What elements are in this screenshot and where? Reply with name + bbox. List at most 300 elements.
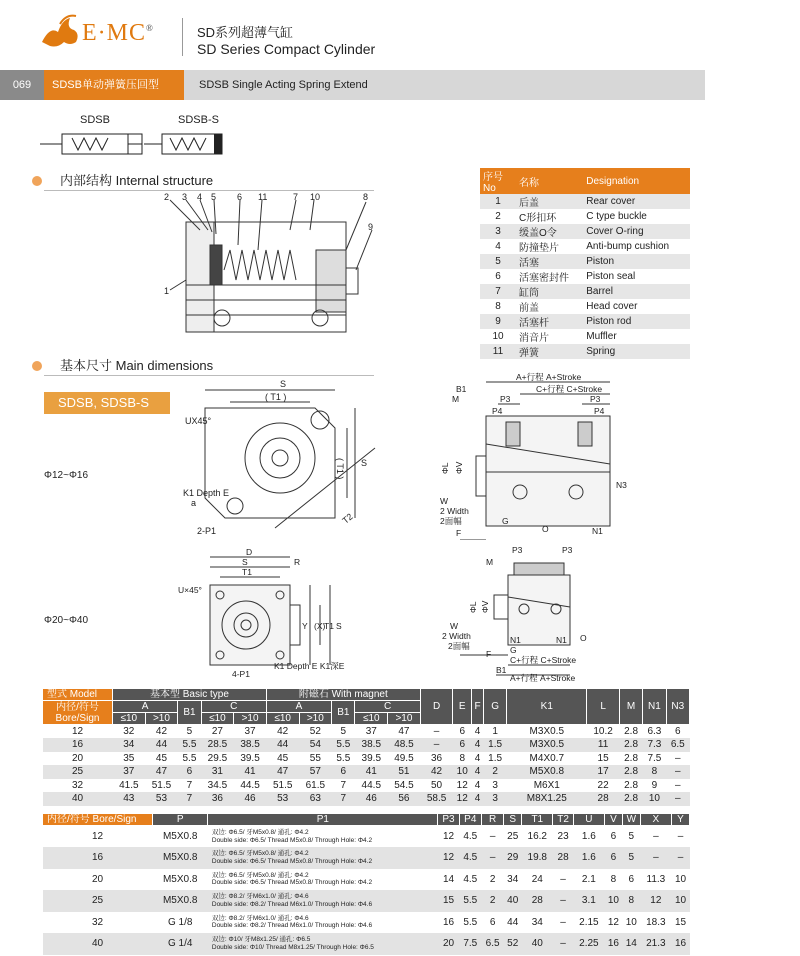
parts-cell-cn: 缓盖O令 <box>516 224 583 239</box>
main-dimensions-heading: 基本尺寸 Main dimensions <box>0 357 300 375</box>
table-cell: 42 <box>277 726 289 737</box>
parts-row <box>480 194 690 209</box>
parts-cell-cn: 活塞 <box>516 254 583 269</box>
parts-cell-en: C type buckle <box>586 211 647 222</box>
table-cell: 5.5 <box>336 752 351 764</box>
table-cell: 10 <box>625 916 637 928</box>
dim-p3: P3 <box>500 394 511 404</box>
dim-p4: P4 <box>492 406 503 416</box>
dimensions-table-2 <box>42 813 690 955</box>
parts-cell-en: Piston rod <box>583 314 690 329</box>
table-cell: 52 <box>309 726 321 737</box>
heading-underline <box>44 375 374 376</box>
dim-c-stroke-large: C+行程 C+Stroke <box>510 655 577 665</box>
table-cell: 36 <box>431 752 443 764</box>
dim-s: S <box>280 379 287 389</box>
table-cell: 22 <box>597 779 609 791</box>
table-cell: 51 <box>388 765 421 779</box>
table-cell: 39.5 <box>361 752 382 764</box>
table-cell: 38.5 <box>355 738 388 752</box>
table-cell: – <box>674 752 681 764</box>
table-cell: 63 <box>299 792 332 806</box>
table-cell: 41.5 <box>119 779 139 791</box>
table-row <box>43 752 690 766</box>
table2-header: T2 <box>553 814 573 826</box>
symbol-sdsb-label: SDSB <box>80 114 110 126</box>
dim-4p1: 4-P1 <box>232 669 250 679</box>
table-cell: 47 <box>398 726 410 737</box>
p1-cn: 双边: Φ6.5/ 牙M5x0.8/ 通孔: Φ4.2 <box>211 850 309 858</box>
table-row <box>43 826 690 848</box>
table-cell: 47 <box>145 765 178 779</box>
table2-header: S <box>504 814 522 826</box>
parts-row <box>480 239 690 254</box>
bore-cell: 20 <box>91 873 104 885</box>
table-cell: 1.6 <box>573 847 604 869</box>
parts-cell-cn: 消音片 <box>519 333 549 344</box>
internal-structure-heading: 内部结构 Internal structure <box>0 172 300 190</box>
front-view-small-drawing <box>175 378 395 538</box>
table-cell: 34.5 <box>207 779 228 791</box>
table-row <box>43 779 690 793</box>
parts-header-en: Designation <box>583 168 690 194</box>
dim-p3-right: P3 <box>590 394 601 404</box>
table-cell: 6 <box>605 847 623 869</box>
table-cell: 4 <box>472 765 484 779</box>
parts-row <box>480 224 690 239</box>
table-cell: 14 <box>442 873 455 885</box>
sub-le10: ≤10 <box>266 713 299 725</box>
table-cell: 54.5 <box>394 779 414 791</box>
table-cell: 15 <box>674 916 687 928</box>
callout-8: 8 <box>363 192 369 202</box>
table-cell: 49.5 <box>394 752 414 764</box>
table-cell: 6 <box>453 738 472 752</box>
table-cell: 1 <box>492 726 498 737</box>
table-cell: 40 <box>504 890 522 912</box>
parts-cell-no: 2 <box>495 211 501 222</box>
parts-cell-en: Muffler <box>586 331 617 342</box>
dim-x: (X) <box>314 621 326 631</box>
table-cell: 32 <box>123 726 135 737</box>
table-cell: 8 <box>622 890 640 912</box>
dim-ux45: UX45° <box>185 416 212 426</box>
table-row <box>43 890 690 912</box>
dim-s-large-v: S <box>336 621 342 631</box>
dim-r: R <box>294 557 301 567</box>
side-view-small-drawing <box>440 372 640 540</box>
table-cell: 2.25 <box>573 933 604 955</box>
dim-width-large-cn: 2面幅 <box>448 641 470 651</box>
p1-cn: 双边: Φ6.5/ 牙M5x0.8/ 通孔: Φ4.2 <box>211 829 309 836</box>
sub-gt10: >10 <box>388 713 421 725</box>
table-cell: 25 <box>507 831 519 842</box>
table-cell: 14 <box>622 933 640 955</box>
col-n3: N3 <box>666 689 689 725</box>
dim-o-large: O <box>580 633 587 643</box>
table-cell: 11.3 <box>646 873 666 885</box>
table2-header: P3 <box>438 814 459 826</box>
table2-header: P4 <box>459 814 481 826</box>
table-cell: 41 <box>355 765 388 779</box>
table-cell: 5.5 <box>332 738 355 752</box>
table-cell: 6 <box>489 916 496 928</box>
table-cell: 38.5 <box>234 738 267 752</box>
p1-en: Double side: Φ8.2/ Thread M6x1.0/ Through Hole: Φ4.6 <box>211 900 373 908</box>
dim-phiv-large: ΦV <box>480 600 490 613</box>
dim-m: M <box>452 394 460 404</box>
table-cell: 23 <box>557 831 569 842</box>
table-cell: 19.8 <box>522 847 553 869</box>
table-cell: 2 <box>483 765 506 779</box>
table-cell: 44 <box>145 738 178 752</box>
table-cell: 1.5 <box>488 752 503 764</box>
sub-le10: ≤10 <box>201 713 234 725</box>
table-cell: 45 <box>155 752 168 764</box>
table-cell: 42 <box>420 765 453 779</box>
table-cell: 16 <box>43 738 113 752</box>
table-cell: 4 <box>474 752 481 764</box>
col-f: F <box>472 689 484 725</box>
title-en: SD Series Compact Cylinder <box>197 41 376 57</box>
table-row <box>43 933 690 955</box>
table-cell: 40 <box>522 933 553 955</box>
table-cell: 46 <box>234 792 267 806</box>
table-cell: 52 <box>504 933 522 955</box>
parts-row <box>480 254 690 269</box>
callout-7: 7 <box>293 192 299 202</box>
table-cell: 28 <box>553 847 573 869</box>
table-row <box>43 847 690 869</box>
table-cell: 57 <box>299 765 332 779</box>
callout-9: 9 <box>368 222 374 232</box>
table-cell: 1.6 <box>581 831 596 842</box>
table-cell: 8 <box>643 765 666 779</box>
dim-n3: N3 <box>616 480 627 490</box>
table-cell: 10 <box>672 890 690 912</box>
table-cell: 2.1 <box>581 873 596 885</box>
dim-2p1: 2-P1 <box>197 526 217 536</box>
dim-n1-large: N1 <box>510 635 521 645</box>
p1-cn: 双边: Φ8.2/ 牙M6x1.0/ 通孔: Φ4.6 <box>211 893 309 901</box>
table-cell: 6.5 <box>481 933 503 955</box>
dim-w: W <box>440 496 449 506</box>
parts-cell-cn: 后盖 <box>516 194 583 209</box>
table-cell: – <box>560 916 566 928</box>
p-cell: M5X0.8 <box>153 847 208 869</box>
parts-cell-no: 10 <box>492 331 504 342</box>
table-cell: 53 <box>145 792 178 806</box>
p-cell: M5X0.8 <box>162 831 198 842</box>
table-cell: 2.8 <box>624 726 639 737</box>
table-cell: 35 <box>123 752 135 764</box>
table-cell: 12 <box>607 916 619 928</box>
table-cell: 44.5 <box>240 779 260 791</box>
table-cell: 29.5 <box>207 752 228 764</box>
table-cell: 16 <box>672 933 690 955</box>
parts-cell-no: 7 <box>480 284 516 299</box>
p1-en: Double side: Φ6.5/ Thread M5x0.8/ Through Hole: Φ4.2 <box>211 857 373 865</box>
dim-p3-large: P3 <box>512 545 523 555</box>
table-cell: 3.1 <box>573 890 604 912</box>
sub-gt10: >10 <box>234 713 267 725</box>
table-cell: 2.8 <box>619 738 642 752</box>
parts-cell-no: 3 <box>480 224 516 239</box>
table2-header: 内径/符号 Bore/Sign <box>43 814 153 826</box>
table2-header: U <box>573 814 604 826</box>
table-cell: 28 <box>587 792 620 806</box>
table-cell: 2 <box>481 890 503 912</box>
dimensions-table-1 <box>42 688 690 806</box>
table-cell: 10 <box>674 873 687 885</box>
table-cell: 42 <box>155 726 168 737</box>
table-cell: 17 <box>587 765 620 779</box>
table-cell: 1.5 <box>483 738 506 752</box>
table-cell: 6 <box>610 831 617 842</box>
table-cell: 16 <box>605 933 623 955</box>
section-title-cn: SDSB单动弹簧压回型 <box>44 70 184 100</box>
dim-s-vertical: S <box>361 458 368 468</box>
parts-cell-no: 4 <box>495 241 501 252</box>
table-cell: 28 <box>522 890 553 912</box>
dim-b1: B1 <box>456 384 467 394</box>
table-cell: 56 <box>388 792 421 806</box>
table-cell: – <box>674 779 681 791</box>
parts-table <box>480 168 690 359</box>
table-cell: 7 <box>340 779 347 791</box>
table-cell: 6.5 <box>666 738 689 752</box>
callout-6: 6 <box>237 192 243 202</box>
table-cell: 29 <box>504 847 522 869</box>
table-cell: 5.5 <box>463 916 478 928</box>
table-cell: 2 <box>489 873 496 885</box>
dim-a-stroke: A+行程 A+Stroke <box>516 372 582 382</box>
table-cell: 18.3 <box>646 916 666 928</box>
table-cell: 53 <box>266 792 299 806</box>
dim-t1: ( T1 ) <box>265 392 287 402</box>
table-cell: 34 <box>113 738 146 752</box>
table-cell: 12 <box>442 831 455 842</box>
parts-row <box>480 284 690 299</box>
parts-cell-en: Rear cover <box>583 194 690 209</box>
col-l: L <box>587 689 620 725</box>
dim-c-stroke: C+行程 C+Stroke <box>536 384 603 394</box>
dim-t1-large: T1 <box>242 567 252 577</box>
table-cell: 24 <box>531 873 543 885</box>
parts-row <box>480 269 690 284</box>
table-row <box>43 912 690 934</box>
col-c-magnet: C <box>355 701 420 713</box>
callout-4: 4 <box>197 192 203 202</box>
basic-type-header: 基本型 Basic type <box>113 689 267 701</box>
table-cell: 45 <box>277 752 289 764</box>
table-cell: 6.3 <box>647 726 662 737</box>
table-row <box>43 869 690 891</box>
sub-gt10: >10 <box>145 713 178 725</box>
table-cell: – <box>481 847 503 869</box>
table-cell: – <box>420 738 453 752</box>
parts-cell-no: 9 <box>480 314 516 329</box>
dim-t1-large-v: T1 <box>324 621 334 631</box>
table-cell: 20 <box>438 933 459 955</box>
parts-cell-no: 11 <box>480 344 516 359</box>
bore-cell: 25 <box>43 890 153 912</box>
table-cell: 2.8 <box>619 765 642 779</box>
table-cell: 5 <box>340 726 347 737</box>
table-cell: 16 <box>442 916 455 928</box>
table-cell: 7.3 <box>643 738 666 752</box>
table-cell: 12 <box>640 890 671 912</box>
table2-header: W <box>622 814 640 826</box>
table-cell: 5.5 <box>178 738 201 752</box>
callout-2: 2 <box>164 192 170 202</box>
table-row <box>43 792 690 806</box>
p1-cell <box>208 869 438 891</box>
p1-en: Double side: Φ6.5/ Thread M5x0.8/ Through Hole: Φ4.2 <box>211 836 373 844</box>
col-c-basic: C <box>201 701 266 713</box>
table-cell: 3 <box>492 779 498 791</box>
front-view-large-drawing <box>170 545 370 680</box>
table-cell: 12 <box>438 847 459 869</box>
table-cell: 37 <box>113 765 146 779</box>
brand-name: E·MC® <box>82 20 154 46</box>
table-cell: M6X1 <box>533 779 560 791</box>
table-cell: M8X1.25 <box>507 792 587 806</box>
bore-cell: 16 <box>43 847 153 869</box>
table-cell: 2.8 <box>624 752 639 764</box>
table-cell: 6 <box>332 765 355 779</box>
parts-cell-en: Piston seal <box>586 271 636 282</box>
p1-cell <box>208 933 438 955</box>
parts-row <box>480 344 690 359</box>
dim-k1-depth-large: K1 Depth E K1深E <box>274 661 345 671</box>
table-cell: 34 <box>507 873 519 885</box>
p1-cell <box>208 847 438 869</box>
parts-cell-cn: 前盖 <box>519 303 539 314</box>
dim-y: Y <box>302 621 308 631</box>
parts-cell-no: 6 <box>495 271 501 282</box>
dim-width-cn: 2面幅 <box>440 516 462 526</box>
parts-cell-no: 8 <box>495 301 501 312</box>
dim-b1-large: B1 <box>496 665 507 675</box>
table2-header: P <box>153 814 208 826</box>
dim-p4-right: P4 <box>594 406 605 416</box>
dim-k1-depth: K1 Depth E <box>183 488 230 498</box>
parts-cell-cn: 缸筒 <box>516 284 583 299</box>
table-cell: 44 <box>266 738 299 752</box>
dim-phil: ΦL <box>440 462 450 474</box>
table-cell: 12 <box>453 792 472 806</box>
col-b1-magnet: B1 <box>332 701 355 725</box>
parts-cell-no: 1 <box>480 194 516 209</box>
callout-11: 11 <box>258 192 268 202</box>
table-cell: M3X0.5 <box>529 726 565 737</box>
dim-g-large: G <box>510 645 517 655</box>
dim-n1: N1 <box>592 526 603 536</box>
dim-phiv: ΦV <box>454 461 464 474</box>
table-cell: 12 <box>71 726 84 737</box>
table-cell: 5.5 <box>182 752 197 764</box>
table-cell: 2.8 <box>619 792 642 806</box>
table-cell: 44.5 <box>361 779 382 791</box>
table-row <box>43 725 690 739</box>
table-cell: 32 <box>71 779 84 791</box>
table-cell: 5 <box>628 831 635 842</box>
table-cell: 9 <box>651 779 658 791</box>
table-cell: 6 <box>628 873 635 885</box>
table-cell: 6 <box>178 765 201 779</box>
table-cell: 10 <box>605 890 623 912</box>
parts-cell-cn: 活塞密封件 <box>519 273 569 284</box>
callout-1: 1 <box>164 286 170 296</box>
table-cell: – <box>666 792 689 806</box>
bore-cell: 32 <box>91 916 104 928</box>
parts-header-no: 序号 No <box>480 168 516 194</box>
table-cell: 43 <box>113 792 146 806</box>
table-cell: 7 <box>178 792 201 806</box>
table2-header: X <box>640 814 671 826</box>
table-cell: 21.3 <box>640 933 671 955</box>
table-cell: 46 <box>355 792 388 806</box>
table-cell: 5.5 <box>459 890 481 912</box>
table-cell: 4 <box>474 779 481 791</box>
table-cell: 20 <box>71 752 84 764</box>
table2-header: P1 <box>208 814 438 826</box>
dim-d: D <box>246 547 253 557</box>
table-cell: M5X0.8 <box>507 765 587 779</box>
table-cell: – <box>653 831 659 842</box>
table-cell: 51.5 <box>151 779 172 791</box>
table-cell: 11 <box>587 738 620 752</box>
table-cell: – <box>553 933 573 955</box>
table-cell: – <box>560 873 566 885</box>
table-cell: 28.5 <box>201 738 234 752</box>
p1-en: Double side: Φ10/ Thread M8x1.25/ Through Hole: Φ6.5 <box>211 943 374 951</box>
table-cell: 50 <box>431 779 443 791</box>
table-cell: M4X0.7 <box>529 752 565 764</box>
table-cell: M3X0.5 <box>507 738 587 752</box>
parts-header-cn: 名称 <box>516 168 583 194</box>
table-cell: 25 <box>43 765 113 779</box>
internal-structure-drawing <box>150 190 380 350</box>
col-e: E <box>453 689 472 725</box>
bore-cell: 12 <box>91 831 104 842</box>
table-cell: 7.5 <box>459 933 481 955</box>
callout-5: 5 <box>211 192 217 202</box>
bore-cell: 40 <box>43 933 153 955</box>
table-cell: 37 <box>365 726 377 737</box>
table-cell: 44 <box>507 916 519 928</box>
p1-en: Double side: Φ8.2/ Thread M6x1.0/ Through Hole: Φ4.6 <box>211 922 373 930</box>
table-cell: 7 <box>332 792 355 806</box>
table-cell: 39.5 <box>240 752 260 764</box>
section-title-en: SDSB Single Acting Spring Extend <box>199 79 368 91</box>
table-row <box>43 765 690 779</box>
table-cell: 27 <box>211 726 223 737</box>
table-cell: 34 <box>531 916 543 928</box>
table-cell: 54 <box>299 738 332 752</box>
table-cell: 10.2 <box>593 726 613 737</box>
table-cell: 58.5 <box>420 792 453 806</box>
table-cell: 4 <box>474 726 481 737</box>
p1-cell <box>208 912 438 934</box>
table-cell: 4.5 <box>463 873 478 885</box>
table-cell: 31 <box>201 765 234 779</box>
table-cell: 48.5 <box>388 738 421 752</box>
col-n1: N1 <box>643 689 666 725</box>
p1-cn: 双边: Φ8.2/ 牙M6x1.0/ 通孔: Φ4.6 <box>211 914 309 922</box>
p-cell: G 1/4 <box>153 933 208 955</box>
